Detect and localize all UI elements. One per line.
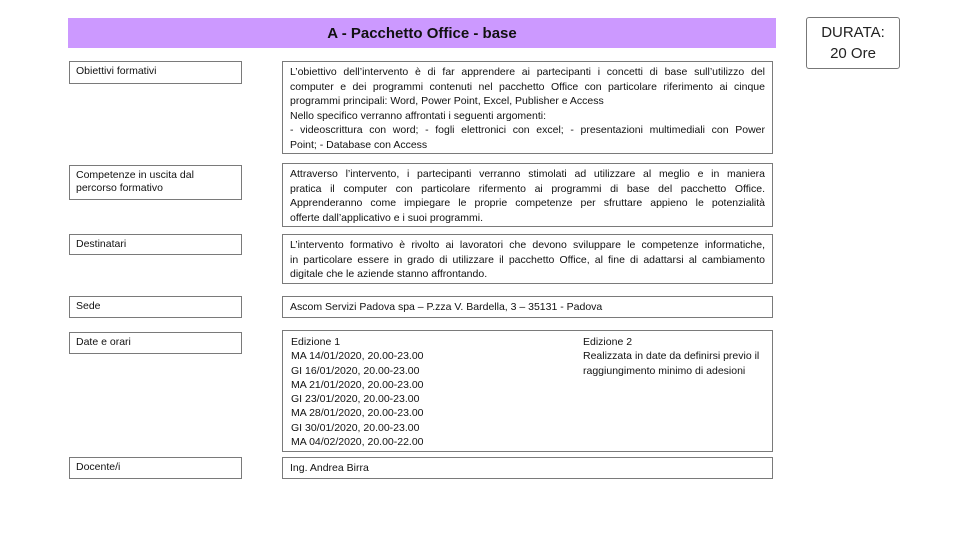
edition-line: raggiungimento minimo di adesioni bbox=[583, 364, 746, 377]
edition-line: MA 04/02/2020, 20.00-22.00 bbox=[291, 436, 424, 449]
text-line: Point; - Database con Access bbox=[290, 138, 428, 151]
label-text: Sede bbox=[76, 300, 101, 312]
edition-line: MA 14/01/2020, 20.00-23.00 bbox=[291, 350, 424, 363]
page-title: A - Pacchetto Office - base bbox=[327, 24, 517, 42]
text-line: Ascom Servizi Padova spa – P.zza V. Bardella, 3 – 35131 - Padova bbox=[290, 301, 603, 313]
value-docente bbox=[282, 457, 773, 479]
duration-value: 20 Ore bbox=[830, 45, 876, 62]
text-line: Ing. Andrea Birra bbox=[290, 462, 369, 474]
label-text: Docente/i bbox=[76, 461, 121, 473]
text-line: programmi principali: Word, Power Point, Excel, Publisher e Access bbox=[290, 95, 604, 107]
edizione-1 bbox=[291, 335, 424, 449]
text-line: L’intervento formativo è rivolto ai lavoratori che devono sviluppare le competenze informatiche, bbox=[290, 239, 765, 251]
value-date-e-orari bbox=[282, 330, 773, 452]
edition-line: Edizione 1 bbox=[291, 336, 341, 348]
label-text: Destinatari bbox=[76, 238, 127, 250]
text-line: digitale che le aziende stanno affrontando. bbox=[290, 268, 488, 280]
text-line: offerte dall’applicativo e i suoi programmi. bbox=[290, 211, 483, 224]
value-obiettivi-formativi bbox=[282, 61, 773, 154]
edition-line: Realizzata in date da definirsi previo il bbox=[583, 350, 760, 363]
duration-box bbox=[806, 17, 900, 69]
edition-line: MA 21/01/2020, 20.00-23.00 bbox=[291, 378, 424, 391]
value-competenze-in-uscita bbox=[282, 163, 773, 227]
label-text: Date e orari bbox=[76, 336, 131, 348]
edition-line: MA 28/01/2020, 20.00-23.00 bbox=[291, 407, 424, 420]
label-text: Obiettivi formativi bbox=[76, 65, 157, 77]
text-line: L’obiettivo dell’intervento è di far apprendere ai partecipanti i concetti di base sull’utilizzo del bbox=[290, 66, 765, 78]
text-line: computer e dei programmi contenuti nel pacchetto Office con particolare riferimento ai cinque bbox=[290, 80, 765, 93]
value-destinatari bbox=[282, 234, 773, 284]
label-destinatari bbox=[69, 234, 242, 255]
label-obiettivi-formativi bbox=[69, 61, 242, 84]
edition-line: GI 23/01/2020, 20.00-23.00 bbox=[291, 393, 420, 406]
page-title-bar bbox=[68, 18, 776, 48]
text-line: Apprenderanno come impiegare le proprie competenze per sfruttare appieno le potenzialità bbox=[290, 197, 765, 209]
edition-line: Edizione 2 bbox=[583, 336, 633, 348]
edizione-2 bbox=[583, 335, 759, 378]
edition-line: GI 16/01/2020, 20.00-23.00 bbox=[291, 364, 420, 377]
text-line: pratica il computer con particolare rifermento ai programmi di base del pacchetto Office. bbox=[290, 182, 765, 195]
edition-line: GI 30/01/2020, 20.00-23.00 bbox=[291, 421, 420, 434]
text-line: Nello specifico verranno affrontati i seguenti argomenti: bbox=[290, 109, 547, 122]
text-line: in particolare essere in grado di utilizzare il pacchetto Office, al fine di adattarsi al cambiamento bbox=[290, 253, 765, 266]
label-docente bbox=[69, 457, 242, 479]
value-sede bbox=[282, 296, 773, 318]
label-text: Competenze in uscita dal percorso formativo bbox=[76, 169, 194, 194]
label-date-e-orari bbox=[69, 332, 242, 354]
text-line: - videoscrittura con word; - fogli elettronici con excel; - presentazioni multimediali con Power bbox=[290, 124, 765, 136]
label-competenze-in-uscita bbox=[69, 165, 242, 200]
label-sede bbox=[69, 296, 242, 318]
text-line: Attraverso l’intervento, i partecipanti verranno stimolati ad utilizzare al meglio e in maniera bbox=[290, 168, 765, 180]
duration-label: DURATA: bbox=[821, 24, 885, 41]
